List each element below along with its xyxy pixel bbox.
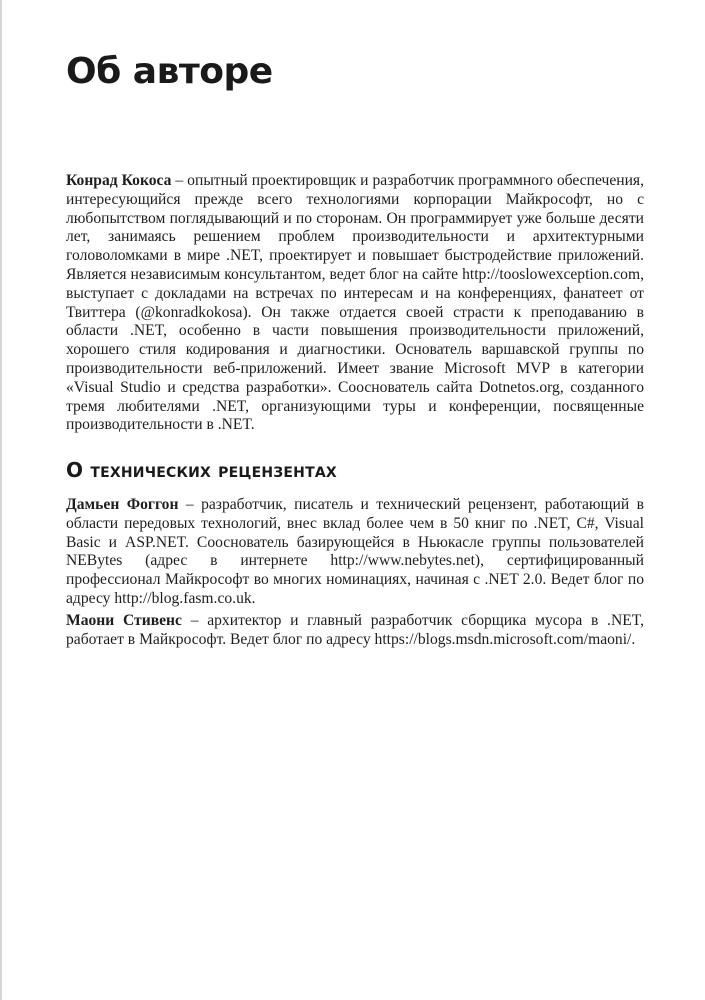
reviewer-name: Маони Стивенс — [66, 612, 182, 629]
author-bio: – опытный проектировщик и разработчик программного обеспечения, интересующийся прежде всего технологиями корпорации Майкрософт, но с любопытством поглядывающий и по сторонам. Он программирует уже больше десяти лет, занимаясь решением проблем производительности и архитектурными головоломками в мире .NET, проектирует и повышает быстродействие приложений. Является независимым консультантом, ведет блог на сайте http://tooslowexception.com, выступает с докладами на встречах по интересам и на конференциях, фанатеет от Твиттера (@konradkokosa). Он также отдается своей страсти к преподаванию в области .NET, особенно в части повышения производительности приложений, хорошего стиля кодирования и диагностики. Основатель варшавской группы по производительности веб-приложений. Имеет звание Microsoft MVP в категории «Visual Studio и средства разработки». Сооснователь сайта Dotnetos.org, созданного тремя любителями .NET, организующими туры и конференции, посвященные производительности в .NET. — [66, 172, 644, 434]
author-name: Конрад Кокоса — [66, 172, 172, 189]
page-title: Об авторе — [66, 51, 273, 92]
reviewer-name: Дамьен Фоггон — [66, 496, 179, 513]
reviewer-bio: – архитектор и главный разработчик сборщика мусора в .NET, работает в Майкрософт. Ведет блог по адресу https://blogs.msdn.microsoft.com/maoni/. — [66, 612, 644, 648]
reviewer-paragraph — [66, 496, 644, 609]
reviewer-paragraph — [66, 612, 644, 650]
author-paragraph — [66, 172, 644, 435]
reviewer-bio: – разработчик, писатель и технический рецензент, работающий в области передовых технологий, внес вклад более чем в 50 книг по .NET, C#, Visual Basic и ASP.NET. Сооснователь базирующейся в Ньюкасле группы пользователей NEBytes (адрес в интернете http://www.nebytes.net), сертифицированный профессионал Майкрософт во многих номинациях, начиная с .NET 2.0. Ведет блог по адресу http://blog.fasm.co.uk. — [66, 496, 644, 607]
page-edge — [0, 0, 2, 1000]
reviewers-section-title: О технических рецензентах — [66, 458, 337, 482]
